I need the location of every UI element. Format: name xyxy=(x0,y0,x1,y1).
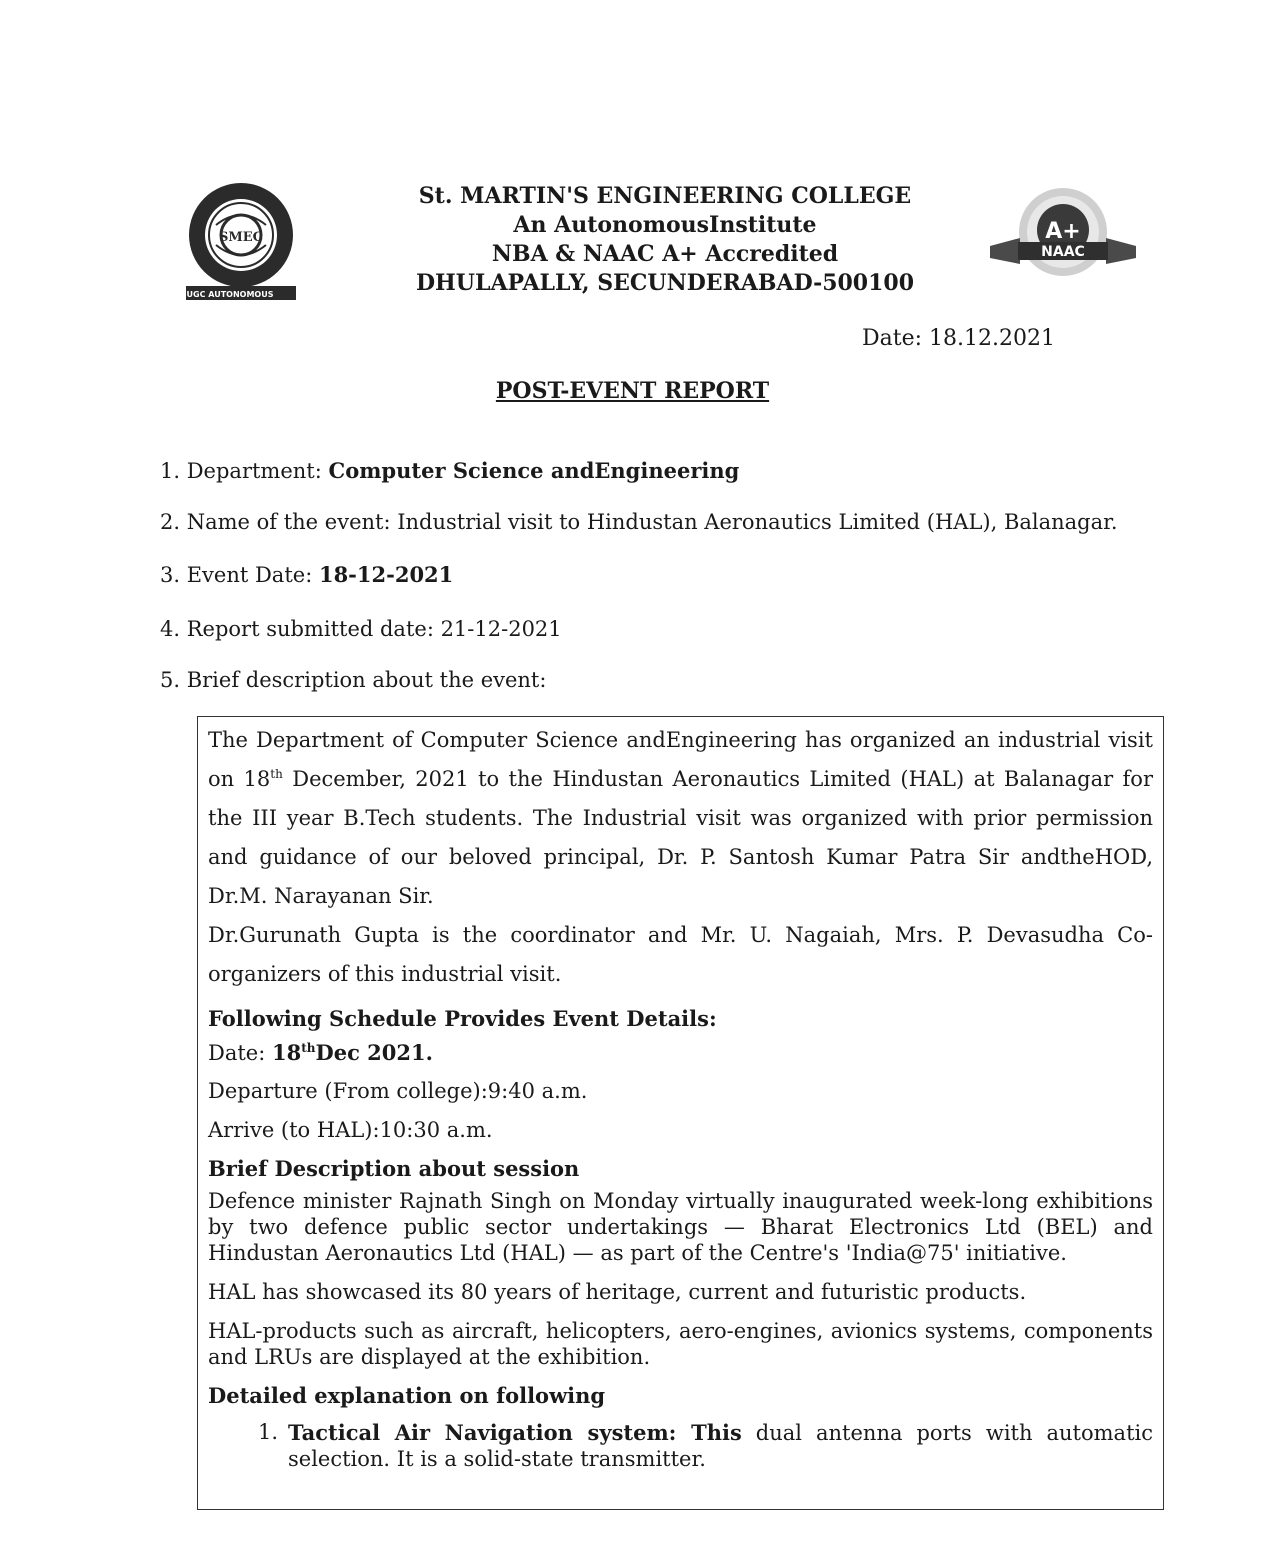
schedule-arrive: Arrive (to HAL):10:30 a.m. xyxy=(208,1118,493,1142)
college-accreditation: NBA & NAAC A+ Accredited xyxy=(491,241,839,267)
list-item xyxy=(208,1420,1153,1472)
college-seal-logo xyxy=(182,180,300,302)
description-box xyxy=(197,716,1164,1510)
session-paragraph-1: Defence minister Rajnath Singh on Monday virtually inaugurated week-long exhibitions by two defence public sector undertakings — Bharat Electronics Ltd (BEL) and Hindustan Aeronautics Ltd (HAL) — as part of the Centre's 'India@75' initiative. xyxy=(208,1189,1153,1265)
college-name: St. MARTIN'S ENGINEERING COLLEGE xyxy=(418,183,912,209)
naac-label: NAAC xyxy=(1041,244,1085,260)
session-paragraph-2: HAL has showcased its 80 years of heritage, current and futuristic products. xyxy=(208,1280,1027,1304)
seal-monogram: SMEC xyxy=(218,230,264,245)
schedule-heading: Following Schedule Provides Event Details: xyxy=(208,1006,717,1031)
intro-paragraph xyxy=(208,721,1153,916)
college-status: An AutonomousInstitute xyxy=(513,212,817,238)
schedule-date-label: Date: xyxy=(208,1041,272,1065)
session-paragraph-3: HAL-products such as aircraft, helicopters, aero-engines, avionics systems, components and LRUs are displayed at the exhibition. xyxy=(208,1319,1153,1369)
list-item-body: dual antenna ports with automatic selection. It is a solid-state transmitter. xyxy=(288,1421,1153,1471)
college-address: DHULAPALLY, SECUNDERABAD-500100 xyxy=(415,270,915,296)
item-department xyxy=(160,458,739,483)
schedule-date-sup: th xyxy=(301,1041,316,1055)
schedule-departure: Departure (From college):9:40 a.m. xyxy=(208,1079,588,1103)
intro-text-b: December, 2021 to the Hindustan Aeronautics Limited (HAL) at Balanagar for the III year B.Tech students. The Industrial visit was organized with prior permission and guidance of our beloved principal, Dr. P. Santosh Kumar Patra Sir andtheHOD, Dr.M. Narayanan Sir. xyxy=(208,767,1153,908)
report-date: Date: 18.12.2021 xyxy=(862,326,1055,351)
item-event-date xyxy=(160,562,453,587)
naac-badge-logo xyxy=(990,186,1136,282)
item-brief-description: 5. Brief description about the event: xyxy=(160,668,547,692)
naac-badge-icon xyxy=(990,186,1136,282)
item-submitted-date: 4. Report submitted date: 21-12-2021 xyxy=(160,617,562,641)
seal-banner-text: UGC AUTONOMOUS xyxy=(186,290,274,299)
item-department-label: 1. Department: xyxy=(160,459,329,483)
item-department-value: Computer Science andEngineering xyxy=(328,458,740,483)
item-event-date-label: 3. Event Date: xyxy=(160,563,319,587)
schedule-date xyxy=(208,1034,1153,1072)
item-event-name: 2. Name of the event: Industrial visit to Hindustan Aeronautics Limited (HAL), Balanagar. xyxy=(160,510,1118,534)
college-header xyxy=(380,182,950,298)
list-item-number: 1. xyxy=(257,1420,278,1444)
schedule-date-day: 18 xyxy=(271,1040,302,1065)
schedule-date-month: Dec 2021. xyxy=(315,1040,433,1065)
report-title: POST-EVENT REPORT xyxy=(495,378,770,404)
item-event-date-value: 18-12-2021 xyxy=(318,562,454,587)
naac-grade: A+ xyxy=(1045,219,1081,244)
detail-heading: Detailed explanation on following xyxy=(208,1383,606,1408)
intro-sup: th xyxy=(270,767,283,781)
session-heading: Brief Description about session xyxy=(208,1156,580,1181)
coordinator-paragraph: Dr.Gurunath Gupta is the coordinator and Mr. U. Nagaiah, Mrs. P. Devasudha Co-organizers of this industrial visit. xyxy=(208,923,1153,986)
list-item-bold: Tactical Air Navigation system: This xyxy=(288,1420,742,1445)
list-item-text xyxy=(288,1420,1153,1472)
intro-text-a: The Department of Computer Science andEngineering has organized an industrial visit on 18 xyxy=(208,728,1153,791)
college-seal-icon xyxy=(182,180,300,302)
